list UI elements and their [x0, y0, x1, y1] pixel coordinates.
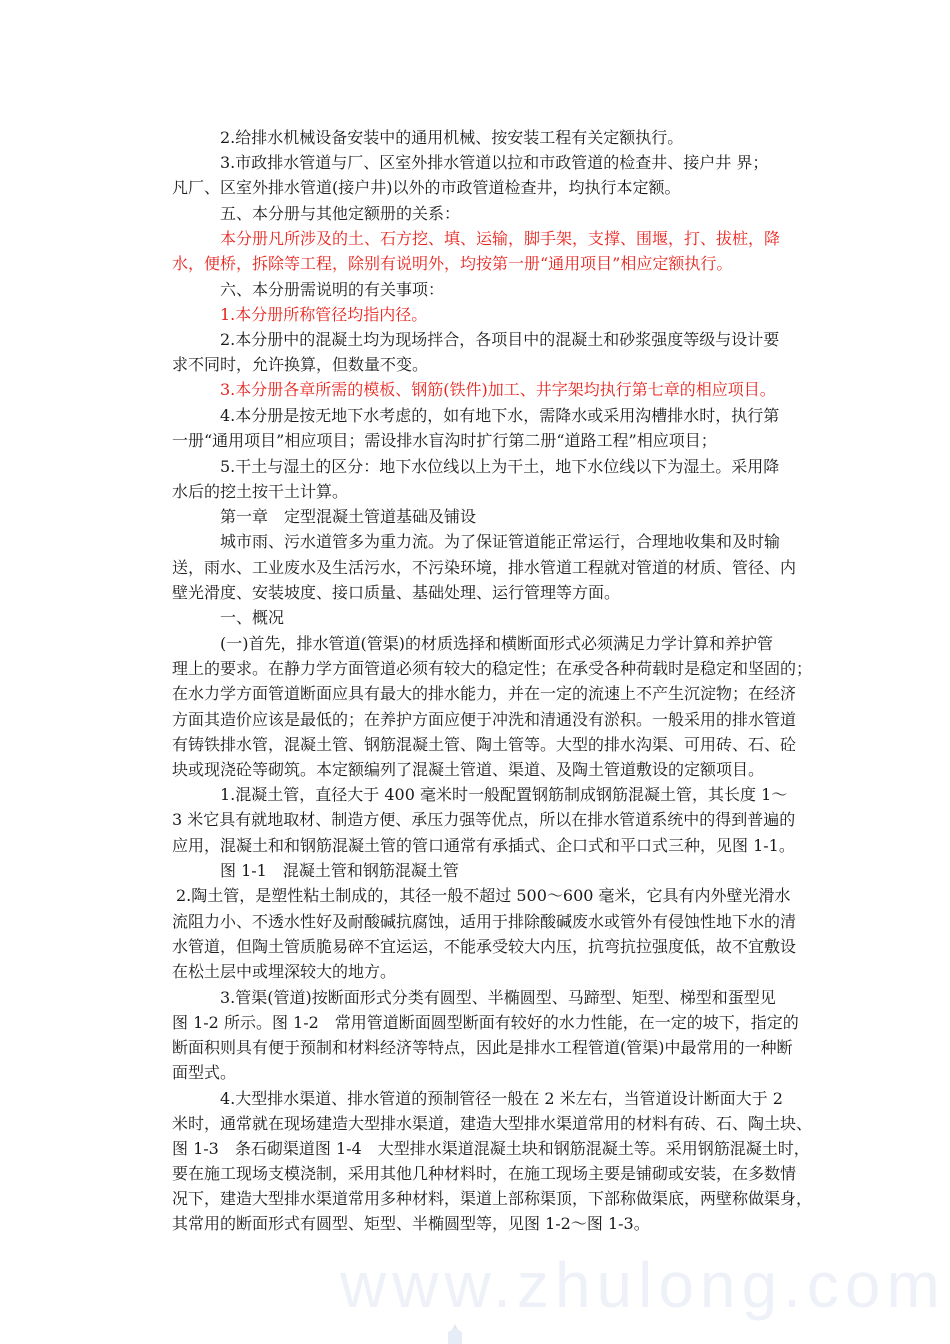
paragraph-line: 方面其造价应该是最低的；在养护方面应便于冲洗和清通没有淤积。一般采用的排水管道 — [172, 710, 797, 729]
paragraph-line: 城市雨、污水道管多为重力流。为了保证管道能正常运行，合理地收集和及时输 — [220, 532, 781, 551]
paragraph-line: 断面积则具有便于预制和材料经济等特点，因此是排水工程管道(管渠)中最常用的一种断 — [172, 1038, 793, 1057]
figure-caption: 图 1-1 混凝土管和钢筋混凝土管 — [220, 861, 459, 880]
paragraph-line: 1.混凝土管，直径大于 400 毫米时一般配置钢筋制成钢筋混凝土管，其长度 1～ — [220, 785, 788, 804]
paragraph-line: 4.本分册是按无地下水考虑的，如有地下水，需降水或采用沟槽排水时，执行第 — [220, 406, 780, 425]
highlighted-line: 3.本分册各章所需的模板、钢筋(铁件)加工、井字架均执行第七章的相应项目。 — [220, 380, 776, 399]
paragraph-line: 在水力学方面管道断面应具有最大的排水能力，并在一定的流速上不产生沉淀物；在经济 — [172, 684, 797, 703]
paragraph-line: 况下，建造大型排水渠道常用多种材料，渠道上部称渠顶，下部称做渠底，两壁称做渠身， — [172, 1189, 813, 1208]
paragraph-line: 米时，通常就在现场建造大型排水渠道，建造大型排水渠道常用的材料有砖、石、陶土块、 — [172, 1114, 813, 1133]
watermark-logo-icon — [440, 1322, 470, 1344]
paragraph-line: 流阻力小、不透水性好及耐酸碱抗腐蚀，适用于排除酸碱废水或管外有侵蚀性地下水的清 — [172, 912, 797, 931]
chapter-heading: 第一章 定型混凝土管道基础及铺设 — [220, 507, 477, 526]
paragraph-line: 一册“通用项目”相应项目；需设排水盲沟时扩行第二册“道路工程”相应项目； — [172, 431, 717, 450]
highlighted-line: 1.本分册所称管径均指内径。 — [220, 305, 428, 324]
paragraph-line: 4.大型排水渠道、排水管道的预制管径一般在 2 米左右，当管道设计断面大于 2 — [220, 1089, 783, 1108]
paragraph-line: 3.市政排水管道与厂、区室外排水管道以拉和市政管道的检查井、接户井 界； — [220, 153, 769, 172]
paragraph-line: 5.干土与湿土的区分：地下水位线以上为干土，地下水位线以下为湿土。采用降 — [220, 457, 780, 476]
paragraph-line: 要在施工现场支模浇制，采用其他几种材料时，在施工现场主要是铺砌或安装，在多数情 — [172, 1164, 797, 1183]
paragraph-line: 面型式。 — [172, 1063, 237, 1082]
paragraph-line: 有铸铁排水管，混凝土管、钢筋混凝土管、陶土管等。大型的排水沟渠、可用砖、石、砼 — [172, 735, 797, 754]
highlighted-line: 水，便桥，拆除等工程，除别有说明外，均按第一册“通用项目”相应定额执行。 — [172, 254, 733, 273]
paragraph-line: 水管道，但陶土管质脆易碎不宜运运，不能承受较大内压，抗弯抗拉强度低，故不宜敷设 — [172, 937, 797, 956]
section-heading: 六、本分册需说明的有关事项： — [220, 280, 445, 299]
paragraph-line: 壁光滑度、安装坡度、接口质量、基础处理、运行管理等方面。 — [172, 583, 621, 602]
paragraph-line: 图 1-3 条石砌渠道图 1-4 大型排水渠道混凝土块和钢筋混凝土等。采用钢筋混凝土时， — [172, 1139, 810, 1158]
watermark-text: www.zhulong.com — [340, 1249, 946, 1321]
paragraph-line: 图 1-2 所示。图 1-2 常用管道断面圆型断面有较好的水力性能，在一定的坡下，指定的 — [172, 1013, 799, 1032]
paragraph-line: 凡厂、区室外排水管道(接户井)以外的市政管道检查井，均执行本定额。 — [172, 178, 681, 197]
section-heading: 五、本分册与其他定额册的关系： — [220, 204, 461, 223]
paragraph-line: 送，雨水、工业废水及生活污水，不污染环境，排水管道工程就对管道的材质、管径、内 — [172, 558, 797, 577]
paragraph-line: 求不同时，允许换算，但数量不变。 — [172, 355, 429, 374]
paragraph-line: 其常用的断面形式有圆型、矩型、半椭圆型等，见图 1-2～图 1-3。 — [172, 1214, 650, 1233]
paragraph-line: 理上的要求。在静力学方面管道必须有较大的稳定性；在承受各种荷载时是稳定和坚固的； — [172, 659, 813, 678]
paragraph-line: (一)首先，排水管道(管渠)的材质选择和横断面形式必须满足力学计算和养护管 — [220, 634, 773, 653]
paragraph-line: 块或现浇砼等砌筑。本定额编列了混凝土管道、渠道、及陶土管道敷设的定额项目。 — [172, 760, 765, 779]
paragraph-line: 2.陶土管，是塑性粘土制成的，其径一般不超过 500～600 毫米，它具有内外壁光滑水 — [176, 886, 791, 905]
paragraph-line: 应用，混凝土和和钢筋混凝土管的管口通常有承插式、企口式和平口式三种，见图 1-1。 — [172, 836, 795, 855]
paragraph-line: 水后的挖土按干土计算。 — [172, 482, 349, 501]
paragraph-line: 2.本分册中的混凝土均为现场拌合，各项目中的混凝土和砂浆强度等级与设计要 — [220, 330, 780, 349]
paragraph-line: 在松土层中或埋深较大的地方。 — [172, 962, 397, 981]
paragraph-line: 2.给排水机械设备安装中的通用机械、按安装工程有关定额执行。 — [220, 128, 684, 147]
paragraph-line: 3 米它具有就地取材、制造方便、承压力强等优点，所以在排水管道系统中的得到普遍的 — [172, 810, 796, 829]
highlighted-line: 本分册凡所涉及的土、石方挖、填、运输，脚手架，支撑、围堰，打、拔桩，降 — [220, 229, 781, 248]
paragraph-line: 3.管渠(管道)按断面形式分类有圆型、半椭圆型、马蹄型、矩型、梯型和蛋型见 — [220, 988, 776, 1007]
section-heading: 一、概况 — [220, 608, 285, 627]
